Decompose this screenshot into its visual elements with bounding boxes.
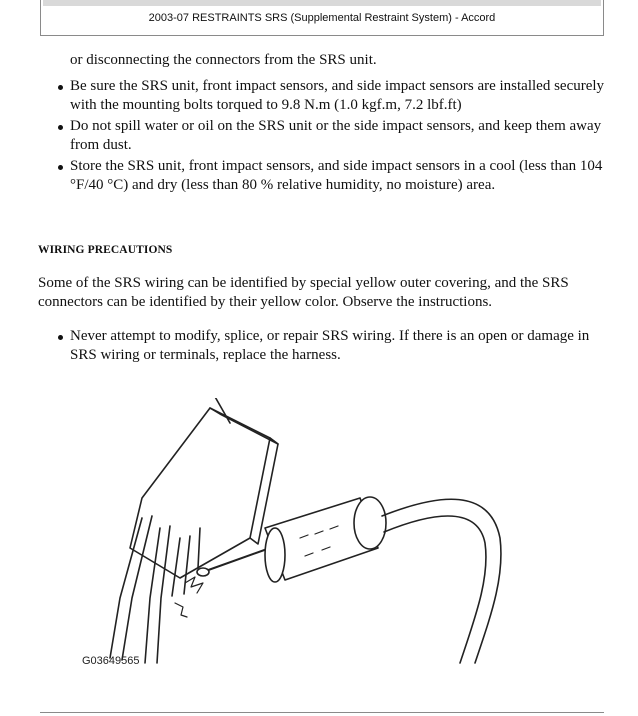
- list-item: [54, 77, 610, 115]
- figure-code: G03649565: [82, 655, 140, 667]
- footer-rule: [40, 712, 604, 713]
- page-header: [40, 0, 604, 36]
- damage-mark: [185, 577, 203, 593]
- list-item-text: Never attempt to modify, splice, or repair SRS wiring. If there is an open or damage in SRS wiring or terminals, replace the harness.: [70, 328, 590, 363]
- list-item-text: Do not spill water or oil on the SRS unit or the side impact sensors, and keep them away from dust.: [70, 118, 602, 153]
- section-paragraph: Some of the SRS wiring can be identified by special yellow outer covering, and the SRS connectors can be identified by their yellow color. Observe the instructions.: [38, 275, 569, 310]
- list-item-text: Store the SRS unit, front impact sensors, and side impact sensors in a cool (less than 104 °F/40 °C) and dry (less than 80 % relative humidity, no moisture) area.: [70, 158, 603, 193]
- list-item: [54, 157, 610, 195]
- probe-tip-end: [197, 568, 209, 576]
- header-title: 2003-07 RESTRAINTS SRS (Supplemental Restraint System) - Accord: [148, 12, 496, 24]
- bullet-icon: [58, 165, 63, 170]
- precaution-list: [54, 77, 610, 197]
- continuation-text: or disconnecting the connectors from the SRS unit.: [70, 52, 377, 68]
- list-item-text: Be sure the SRS unit, front impact sensors, and side impact sensors are installed securely with the mounting bolts torqued to 9.8 N.m (1.0 kgf.m, 7.2 lbf.ft): [70, 78, 605, 113]
- connector-body: [130, 408, 270, 578]
- list-item: [54, 117, 610, 155]
- damage-mark-2: [175, 603, 187, 617]
- probe-cable-inner: [384, 516, 486, 663]
- wiring-list: [54, 327, 610, 365]
- probe-handle-front: [265, 528, 285, 582]
- header-strip: [43, 0, 601, 6]
- bullet-icon: [58, 335, 63, 340]
- bullet-icon: [58, 85, 63, 90]
- probe-handle-cap: [354, 497, 386, 549]
- list-item: [54, 327, 610, 365]
- wiring-repair-illustration: [60, 398, 520, 668]
- bullet-icon: [58, 125, 63, 130]
- section-heading: WIRING PRECAUTIONS: [38, 244, 173, 256]
